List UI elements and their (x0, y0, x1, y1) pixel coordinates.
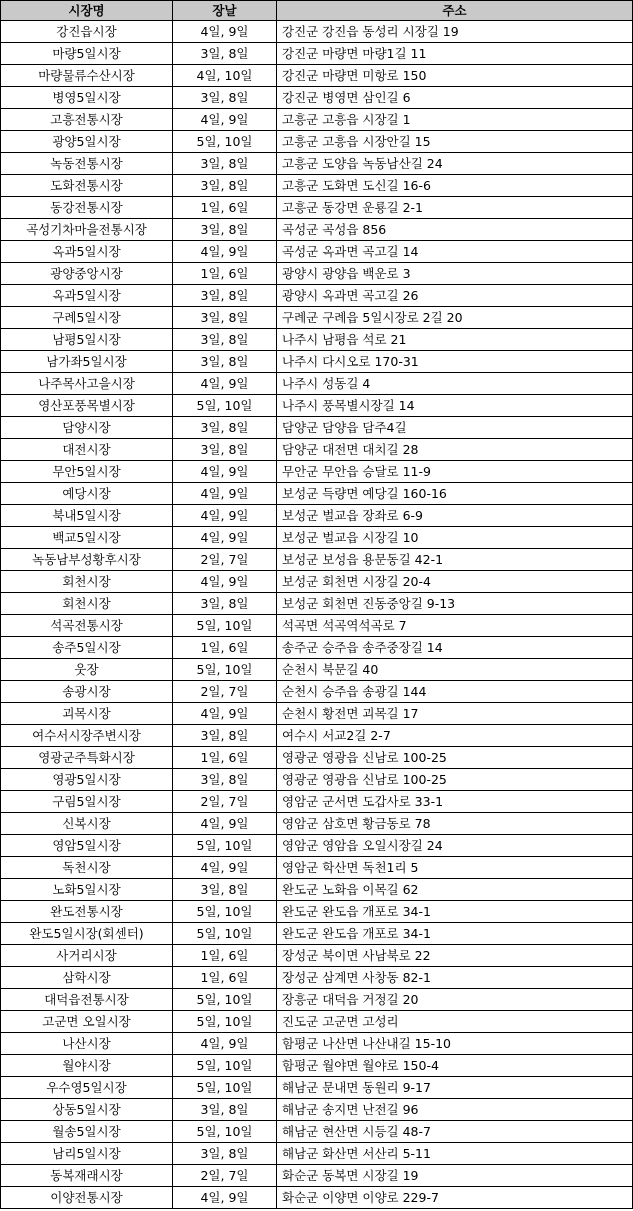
market-days-cell: 2일, 7일 (173, 1165, 277, 1187)
table-row (1, 659, 633, 681)
address-cell: 담양군 담양읍 담주4길 (277, 417, 633, 439)
market-days-cell: 3일, 8일 (173, 285, 277, 307)
table-row (1, 549, 633, 571)
table-row (1, 329, 633, 351)
market-name-cell: 우수영5일시장 (1, 1077, 173, 1099)
table-row (1, 571, 633, 593)
market-days-cell: 1일, 6일 (173, 637, 277, 659)
market-days-cell: 4일, 9일 (173, 109, 277, 131)
table-row (1, 219, 633, 241)
address-cell: 영암군 영암읍 오일시장길 24 (277, 835, 633, 857)
market-name-cell: 구례5일시장 (1, 307, 173, 329)
market-days-cell: 5일, 10일 (173, 1055, 277, 1077)
address-cell: 함평군 나산면 나산내길 15-10 (277, 1033, 633, 1055)
market-name-cell: 북내5일시장 (1, 505, 173, 527)
market-days-cell: 3일, 8일 (173, 417, 277, 439)
market-name-cell: 월송5일시장 (1, 1121, 173, 1143)
market-days-cell: 4일, 9일 (173, 1033, 277, 1055)
table-row (1, 725, 633, 747)
market-days-cell: 4일, 9일 (173, 461, 277, 483)
market-days-cell: 5일, 10일 (173, 395, 277, 417)
market-name-cell: 고흥전통시장 (1, 109, 173, 131)
table-row (1, 241, 633, 263)
market-name-cell: 남리5일시장 (1, 1143, 173, 1165)
address-cell: 나주시 남평읍 석로 21 (277, 329, 633, 351)
table-row (1, 1099, 633, 1121)
table-row (1, 285, 633, 307)
table-row (1, 461, 633, 483)
table-row (1, 109, 633, 131)
address-cell: 여수시 서교2길 2-7 (277, 725, 633, 747)
market-name-cell: 나주목사고을시장 (1, 373, 173, 395)
market-days-cell: 5일, 10일 (173, 615, 277, 637)
market-name-cell: 무안5일시장 (1, 461, 173, 483)
market-days-cell: 3일, 8일 (173, 153, 277, 175)
address-cell: 보성군 벌교읍 시장길 10 (277, 527, 633, 549)
market-name-cell: 송주5일시장 (1, 637, 173, 659)
market-days-cell: 5일, 10일 (173, 131, 277, 153)
table-row (1, 1121, 633, 1143)
market-name-cell: 남평5일시장 (1, 329, 173, 351)
market-name-cell: 완도전통시장 (1, 901, 173, 923)
header-row (1, 1, 633, 21)
market-days-cell: 3일, 8일 (173, 307, 277, 329)
address-cell: 완도군 노화읍 이목길 62 (277, 879, 633, 901)
table-row (1, 307, 633, 329)
market-name-cell: 회천시장 (1, 571, 173, 593)
market-days-cell: 4일, 9일 (173, 527, 277, 549)
table-row (1, 1165, 633, 1187)
market-days-cell: 1일, 6일 (173, 967, 277, 989)
market-name-cell: 상동5일시장 (1, 1099, 173, 1121)
address-cell: 해남군 문내면 동원리 9-17 (277, 1077, 633, 1099)
market-days-cell: 5일, 10일 (173, 1077, 277, 1099)
address-cell: 고흥군 도양읍 녹동남산길 24 (277, 153, 633, 175)
market-days-cell: 1일, 6일 (173, 945, 277, 967)
market-name-cell: 독천시장 (1, 857, 173, 879)
market-days-cell: 3일, 8일 (173, 879, 277, 901)
market-days-cell: 5일, 10일 (173, 901, 277, 923)
market-days-cell: 5일, 10일 (173, 1011, 277, 1033)
market-name-cell: 녹동전통시장 (1, 153, 173, 175)
address-cell: 해남군 화산면 서산리 5-11 (277, 1143, 633, 1165)
address-cell: 영광군 영광읍 신남로 100-25 (277, 769, 633, 791)
market-name-cell: 영광5일시장 (1, 769, 173, 791)
market-name-cell: 노화5일시장 (1, 879, 173, 901)
address-cell: 해남군 송지면 난전길 96 (277, 1099, 633, 1121)
market-name-cell: 강진읍시장 (1, 21, 173, 43)
address-cell: 나주시 풍목별시장길 14 (277, 395, 633, 417)
table-row (1, 923, 633, 945)
market-days-cell: 1일, 6일 (173, 747, 277, 769)
market-name-cell: 웃장 (1, 659, 173, 681)
market-name-cell: 사거리시장 (1, 945, 173, 967)
market-name-cell: 삼학시장 (1, 967, 173, 989)
market-days-cell: 3일, 8일 (173, 725, 277, 747)
market-name-cell: 대덕읍전통시장 (1, 989, 173, 1011)
table-row (1, 879, 633, 901)
table-row (1, 395, 633, 417)
market-days-cell: 5일, 10일 (173, 659, 277, 681)
market-days-cell: 5일, 10일 (173, 1121, 277, 1143)
table-row (1, 835, 633, 857)
table-row (1, 681, 633, 703)
market-name-cell: 도화전통시장 (1, 175, 173, 197)
market-name-cell: 회천시장 (1, 593, 173, 615)
market-days-cell: 4일, 9일 (173, 373, 277, 395)
table-row (1, 417, 633, 439)
table-row (1, 703, 633, 725)
table-row (1, 175, 633, 197)
market-name-cell: 여수서시장주변시장 (1, 725, 173, 747)
address-cell: 광양시 옥과면 곡고길 26 (277, 285, 633, 307)
address-cell: 보성군 회천면 시장길 20-4 (277, 571, 633, 593)
table-row (1, 1187, 633, 1209)
table-row (1, 901, 633, 923)
address-cell: 장흥군 대덕읍 거정길 20 (277, 989, 633, 1011)
market-name-cell: 이양전통시장 (1, 1187, 173, 1209)
market-days-cell: 4일, 9일 (173, 813, 277, 835)
market-name-cell: 괴목시장 (1, 703, 173, 725)
market-name-cell: 동복재래시장 (1, 1165, 173, 1187)
market-days-cell: 4일, 9일 (173, 571, 277, 593)
address-cell: 진도군 고군면 고성리 (277, 1011, 633, 1033)
market-name-cell: 영산포풍목별시장 (1, 395, 173, 417)
market-name-cell: 신복시장 (1, 813, 173, 835)
address-cell: 순천시 황전면 괴목길 17 (277, 703, 633, 725)
market-days-cell: 3일, 8일 (173, 175, 277, 197)
table-row (1, 527, 633, 549)
table-row (1, 505, 633, 527)
market-name-cell: 마량5일시장 (1, 43, 173, 65)
table-row (1, 197, 633, 219)
table-row (1, 65, 633, 87)
address-cell: 곡성군 옥과면 곡고길 14 (277, 241, 633, 263)
market-days-cell: 3일, 8일 (173, 351, 277, 373)
market-days-cell: 4일, 9일 (173, 1187, 277, 1209)
table-row (1, 967, 633, 989)
address-cell: 화순군 동복면 시장길 19 (277, 1165, 633, 1187)
address-cell: 나주시 다시오로 170-31 (277, 351, 633, 373)
market-name-cell: 광양중앙시장 (1, 263, 173, 285)
address-cell: 고흥군 동강면 운룡길 2-1 (277, 197, 633, 219)
table-row (1, 989, 633, 1011)
table-row (1, 769, 633, 791)
market-days-cell: 1일, 6일 (173, 197, 277, 219)
table-row (1, 615, 633, 637)
address-cell: 나주시 성동길 4 (277, 373, 633, 395)
table-row (1, 153, 633, 175)
address-cell: 화순군 이양면 이양로 229-7 (277, 1187, 633, 1209)
address-cell: 영암군 삼호면 황금동로 78 (277, 813, 633, 835)
market-days-cell: 2일, 7일 (173, 681, 277, 703)
market-name-cell: 옥과5일시장 (1, 285, 173, 307)
address-cell: 석곡면 석곡역석곡로 7 (277, 615, 633, 637)
market-days-cell: 3일, 8일 (173, 43, 277, 65)
table-row (1, 1077, 633, 1099)
market-days-cell: 4일, 9일 (173, 505, 277, 527)
table-row (1, 87, 633, 109)
market-days-cell: 4일, 9일 (173, 703, 277, 725)
table-row (1, 747, 633, 769)
market-days-cell: 3일, 8일 (173, 219, 277, 241)
market-days-cell: 5일, 10일 (173, 923, 277, 945)
address-cell: 강진군 병영면 삼인길 6 (277, 87, 633, 109)
table-row (1, 637, 633, 659)
header-market-name: 시장명 (1, 1, 173, 21)
market-name-cell: 송광시장 (1, 681, 173, 703)
market-name-cell: 구림5일시장 (1, 791, 173, 813)
market-name-cell: 영암5일시장 (1, 835, 173, 857)
market-name-cell: 석곡전통시장 (1, 615, 173, 637)
market-days-cell: 3일, 8일 (173, 769, 277, 791)
table-row (1, 21, 633, 43)
market-name-cell: 월야시장 (1, 1055, 173, 1077)
market-days-cell: 3일, 8일 (173, 593, 277, 615)
market-name-cell: 병영5일시장 (1, 87, 173, 109)
address-cell: 송주군 승주읍 송주중장길 14 (277, 637, 633, 659)
address-cell: 고흥군 고흥읍 시장길 1 (277, 109, 633, 131)
table-row (1, 791, 633, 813)
address-cell: 강진군 마량면 마량1길 11 (277, 43, 633, 65)
market-name-cell: 담양시장 (1, 417, 173, 439)
market-name-cell: 마량물류수산시장 (1, 65, 173, 87)
header-address: 주소 (277, 1, 633, 21)
market-name-cell: 대전시장 (1, 439, 173, 461)
table-body (1, 21, 633, 1209)
market-days-cell: 2일, 7일 (173, 791, 277, 813)
address-cell: 장성군 삼계면 사창동 82-1 (277, 967, 633, 989)
header-market-days: 장날 (173, 1, 277, 21)
market-days-cell: 4일, 9일 (173, 483, 277, 505)
address-cell: 보성군 득량면 예당길 160-16 (277, 483, 633, 505)
market-days-cell: 4일, 10일 (173, 65, 277, 87)
table-row (1, 1055, 633, 1077)
market-days-cell: 3일, 8일 (173, 1099, 277, 1121)
address-cell: 강진군 강진읍 동성리 시장길 19 (277, 21, 633, 43)
address-cell: 강진군 마량면 미항로 150 (277, 65, 633, 87)
table-row (1, 1143, 633, 1165)
address-cell: 순천시 북문길 40 (277, 659, 633, 681)
market-days-cell: 4일, 9일 (173, 241, 277, 263)
market-days-cell: 5일, 10일 (173, 989, 277, 1011)
address-cell: 영광군 영광읍 신남로 100-25 (277, 747, 633, 769)
address-cell: 완도군 완도읍 개포로 34-1 (277, 923, 633, 945)
market-name-cell: 곡성기차마을전통시장 (1, 219, 173, 241)
address-cell: 해남군 현산면 시등길 48-7 (277, 1121, 633, 1143)
market-days-cell: 3일, 8일 (173, 439, 277, 461)
address-cell: 영암군 학산면 독천1리 5 (277, 857, 633, 879)
table-row (1, 263, 633, 285)
address-cell: 고흥군 도화면 도신길 16-6 (277, 175, 633, 197)
market-name-cell: 백교5일시장 (1, 527, 173, 549)
market-days-cell: 1일, 6일 (173, 263, 277, 285)
market-days-cell: 4일, 9일 (173, 857, 277, 879)
market-name-cell: 동강전통시장 (1, 197, 173, 219)
market-name-cell: 옥과5일시장 (1, 241, 173, 263)
table-row (1, 1011, 633, 1033)
address-cell: 장성군 북이면 사남북로 22 (277, 945, 633, 967)
market-days-cell: 5일, 10일 (173, 835, 277, 857)
market-name-cell: 고군면 오일시장 (1, 1011, 173, 1033)
address-cell: 무안군 무안읍 승달로 11-9 (277, 461, 633, 483)
address-cell: 함평군 월야면 월야로 150-4 (277, 1055, 633, 1077)
table-row (1, 131, 633, 153)
table-row (1, 439, 633, 461)
address-cell: 순천시 승주읍 송광길 144 (277, 681, 633, 703)
table-row (1, 945, 633, 967)
market-name-cell: 완도5일시장(회센터) (1, 923, 173, 945)
address-cell: 완도군 완도읍 개포로 34-1 (277, 901, 633, 923)
table-row (1, 483, 633, 505)
table-row (1, 857, 633, 879)
table-row (1, 1033, 633, 1055)
address-cell: 보성군 회천면 진동중앙길 9-13 (277, 593, 633, 615)
market-name-cell: 나산시장 (1, 1033, 173, 1055)
market-name-cell: 영광군주특화시장 (1, 747, 173, 769)
address-cell: 구례군 구례읍 5일시장로 2길 20 (277, 307, 633, 329)
market-name-cell: 녹동남부성황후시장 (1, 549, 173, 571)
market-days-cell: 3일, 8일 (173, 87, 277, 109)
address-cell: 곡성군 곡성읍 856 (277, 219, 633, 241)
address-cell: 영암군 군서면 도갑사로 33-1 (277, 791, 633, 813)
market-days-cell: 2일, 7일 (173, 549, 277, 571)
address-cell: 고흥군 고흥읍 시장안길 15 (277, 131, 633, 153)
market-days-cell: 4일, 9일 (173, 21, 277, 43)
table-row (1, 351, 633, 373)
market-days-cell: 3일, 8일 (173, 329, 277, 351)
table-row (1, 593, 633, 615)
address-cell: 광양시 광양읍 백운로 3 (277, 263, 633, 285)
address-cell: 보성군 벌교읍 장좌로 6-9 (277, 505, 633, 527)
market-days-cell: 3일, 8일 (173, 1143, 277, 1165)
address-cell: 보성군 보성읍 용문동길 42-1 (277, 549, 633, 571)
table-row (1, 813, 633, 835)
table-row (1, 373, 633, 395)
market-name-cell: 예당시장 (1, 483, 173, 505)
market-name-cell: 남가좌5일시장 (1, 351, 173, 373)
market-name-cell: 광양5일시장 (1, 131, 173, 153)
address-cell: 담양군 대전면 대치길 28 (277, 439, 633, 461)
table-row (1, 43, 633, 65)
